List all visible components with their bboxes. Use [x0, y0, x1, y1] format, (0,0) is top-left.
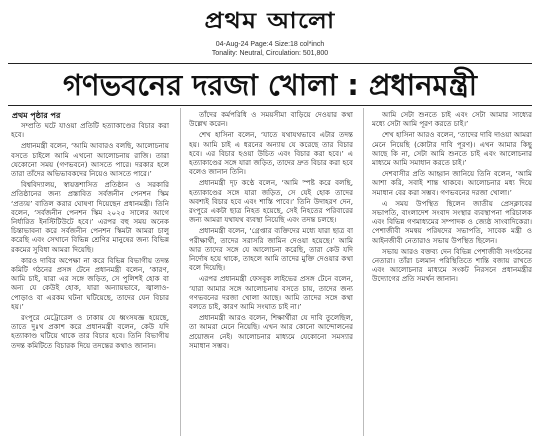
article-column-3	[372, 110, 532, 436]
paragraph: দেশবাসীর প্রতি আহ্বান জানিয়ে তিনি বলেন, ‘আমি আশা করি, সবাই শান্ত থাকবে। আলোচনার মধ্য দিয়ে সমাধান বের করা সম্ভব। গণভবনের দরজা খোলা।’	[372, 169, 532, 197]
article-column-1	[11, 121, 169, 436]
paragraph: প্রধানমন্ত্রী দৃঢ় কণ্ঠে বলেন, ‘আমি স্পষ্ট করে বলছি, হত্যাকাণ্ডের সঙ্গে যারা জড়িত, সে যেই হোক তাদের অবশ্যই বিচার হবে এবং শাস্তি পাবে।’ তিনি উদাহরণ দেন, রংপুরে একটা ছাত্র নিহত হয়েছে, সেই নিহতের পরিবারের জন্য আমরা যথাযথ ব্যবস্থা নিয়েছি এবং তদন্ত চলছে।	[189, 178, 353, 225]
paragraph: প্রধানমন্ত্রী আরও বলেন, শিক্ষার্থীরা যে দাবি তুলেছিল, তা আমরা মেনে নিয়েছি। এখন আর কোনো আন্দোলনের প্রয়োজন নেই। আলোচনার মাধ্যমে যেকোনো সমস্যার সমাধান সম্ভব।	[189, 313, 353, 350]
paragraph: বিশ্ববিদ্যালয়, স্বায়ত্তশাসিত প্রতিষ্ঠান ও সরকারি প্রতিষ্ঠানের জন্য প্রস্তাবিত সর্বজনীন পেনশন স্কিম ‘প্রত্যয়’ বাতিল করার ঘোষণা দিয়েছেন প্রধানমন্ত্রী। তিনি বলেন, ‘সর্বজনীন পেনশন স্কিম ২০২৫ সালের আগে নির্ধারিত ইনস্টিটিউটে হবে।’ এরপর বহু সময় অনেক চিন্তাভাবনা করে সর্বজনীন পেনশন স্কিমটা আমরা চালু করেছি এবং সেখানে বিভিন্ন শ্রেণির মানুষের জন্য বিভিন্ন রকমের সুবিধা আমরা দিয়েছি।	[11, 180, 169, 254]
headline-divider	[8, 105, 532, 106]
masthead	[0, 4, 540, 41]
paragraph: প্রধানমন্ত্রী বলেন, ‘আমি আবারও বলছি, আলোচনায় বসতে চাইলে আমি এখনো আলোচনায় রাজি। তারা যেকোনো সময় (গণভবনে) আসতে পারে। দরকার হলে তারা তাঁদের অভিভাবকদের নিয়েও আসতে পারে।’	[11, 141, 169, 179]
article-column-2	[189, 110, 353, 436]
continued-from-label: প্রথম পৃষ্ঠার পর	[12, 111, 61, 120]
paragraph: সভায় আরও বক্তব্য দেন বিভিন্ন পেশাজীবী সংগঠনের নেতারা। তাঁরা চলমান পরিস্থিতিতে শান্তি বজায় রাখতে এবং আলোচনার মাধ্যমে সংকট নিরসনে প্রধানমন্ত্রীর উদ্যোগের প্রতি সমর্থন জানান।	[372, 246, 532, 284]
column-separator	[180, 108, 181, 436]
clipping-meta-tonality: Tonality: Neutral, Circulation: 501,800	[211, 50, 329, 57]
clipping-meta-date-size: 04-Aug-24 Page:4 Size:18 col*inch	[215, 41, 325, 48]
paragraph: আমি সেটা শুনতে চাই এবং সেটা আমার সাধ্যের মধ্যে সেটা আমি পূরণ করতে চাই।’	[372, 110, 532, 129]
paragraph: প্রধানমন্ত্রী বলেন, ‘গ্রেপ্তার ব্যক্তিদের মধ্যে যারা ছাত্র বা পরীক্ষার্থী, তাদের সরাসরি জামিন দেওয়া হয়েছে।’ আমি আর তাদের সঙ্গে যে আলোচনা করেছি, তারা কেউ যদি নির্দোষ হয়ে থাকে, তাহলে আমি তাদের মুক্তি দেওয়ার কথা বলে দিয়েছি।	[189, 226, 353, 273]
newspaper-logo: প্রথম আলো	[204, 9, 336, 34]
paragraph: কারও দাবির অপেক্ষা না করে বিভিন্ন বিভাগীয় তদন্ত কমিটি গঠনের প্রসঙ্গ টেনে প্রধানমন্ত্রী বলেন, ‘কারণ, আমি চাই, যারা এর সঙ্গে জড়িত, সে পুলিশই হোক বা অন্য যে কেউই হোক, যারা অন্যায়ভাবে, জ্বালাও-পোড়াও বা এরকম ঘটনা ঘটিয়েছে, তাদের যেন বিচার হয়।’	[11, 255, 169, 311]
paragraph: রংপুরে মেট্রোরেল ও ঢাকায় যে ধ্বংসযজ্ঞ হয়েছে, তাতে দুঃখ প্রকাশ করে প্রধানমন্ত্রী বলেন, কেউ যদি হত্যাকাণ্ড ঘটিয়ে থাকে তার বিচার হবে। তিনি বিভাগীয় তদন্ত কমিটিতে বিচারক দিয়ে তদন্তের কথাও জানান।	[11, 313, 169, 350]
top-divider	[8, 63, 532, 64]
article-headline: গণভবনের দরজা খোলা : প্রধানমন্ত্রী	[62, 68, 478, 102]
paragraph: শেখ হাসিনা বলেন, ‘যাতে যথাযথভাবে এটার তদন্ত হয়। আমি চাই এ ধরনের অন্যায় যে করেছে তার বিচার হবে। এর বিচার হওয়া উচিত এবং বিচার করা হবে।’ এ হত্যাকাণ্ডের সঙ্গে যারা জড়িত, তাদের দ্রুত বিচার করা হবে বলেও জানান তিনি।	[189, 130, 353, 177]
column-separator	[363, 108, 364, 436]
paragraph: এরপর প্রধানমন্ত্রী ফেসবুক লাইভের প্রসঙ্গ টেনে বলেন, ‘যারা আমার সঙ্গে আলোচনায় বসতে চায়, তাদের জন্য গণভবনের দরজা খোলা আছে। আমি তাদের সঙ্গে কথা বলতে চাই, কারণ আমি সংঘাত চাই না।’	[189, 274, 353, 312]
paragraph: সম্প্রতি ঘটে যাওয়া প্রতিটি হত্যাকাণ্ডের বিচার করা হবে।	[11, 121, 169, 140]
paragraph: শেখ হাসিনা আরও বলেন, ‘তাদের দাবি দাওয়া আমরা মেনে নিয়েছি (কোটার দাবি পূরণ)। এখন আমার কিছু আছে কি না, সেটা আমি শুনতে চাই এবং আলোচনার মাধ্যমে আমি সমাধান করতে চাই।’	[372, 130, 532, 168]
paragraph: তাঁদের কর্মপরিধি ও সময়সীমা বাড়িয়ে দেওয়ার কথা উল্লেখ করেন।	[189, 110, 353, 129]
paragraph: এ সময় উপস্থিত ছিলেন জাতীয় প্রেসক্লাবের সভাপতি, বাংলাদেশ সংবাদ সংস্থার ব্যবস্থাপনা পরিচালক এবং বিভিন্ন গণমাধ্যমের সম্পাদক ও জ্যেষ্ঠ সাংবাদিকেরা। পেশাজীবী সমন্বয় পরিষদের সভাপতি, সাবেক মন্ত্রী ও আইনজীবী নেতারাও সভায় উপস্থিত ছিলেন।	[372, 198, 532, 245]
